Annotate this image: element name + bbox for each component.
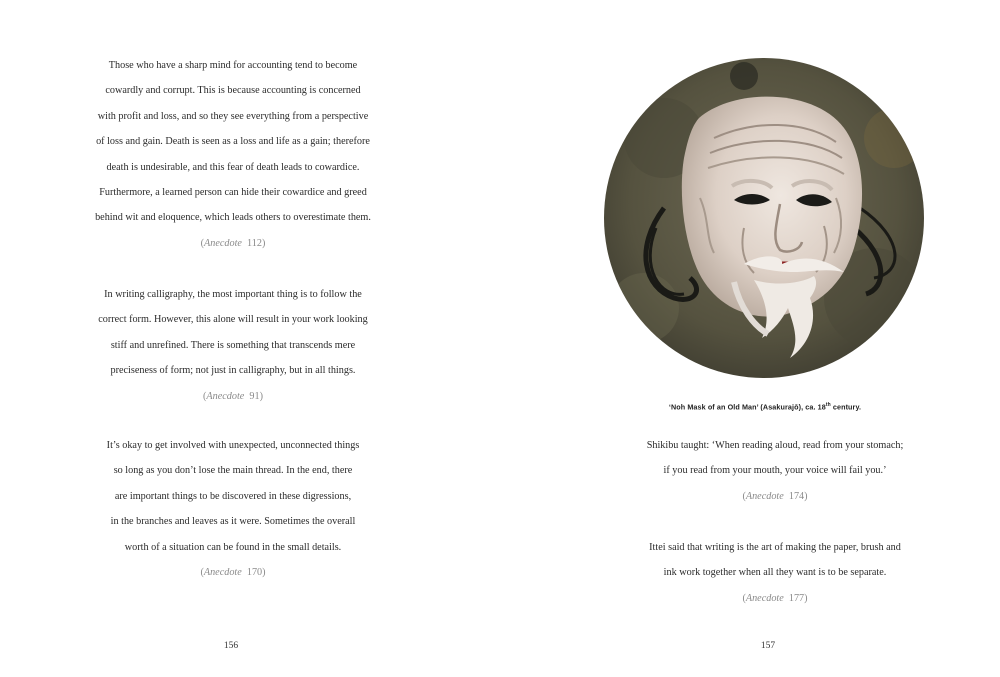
right-page [500, 0, 1000, 677]
quote-line: so long as you don’t lose the main thread. In the end, there [113, 465, 353, 477]
quote-line: preciseness of form; not just in calligraphy, but in all things. [110, 365, 356, 377]
anecdote-citation: (Anecdote 170) [200, 567, 266, 579]
quote-line: Ittei said that writing is the art of making the paper, brush and [649, 542, 901, 553]
quote-line: worth of a situation can be found in the small details. [124, 541, 342, 553]
quote-block-5 [625, 535, 925, 611]
quote-block-4 [625, 433, 925, 509]
quote-line: correct form. However, this alone will result in your work looking [98, 314, 368, 326]
anecdote-citation: (Anecdote 177) [742, 592, 808, 604]
quote-line: ink work together when all they want is to be separate. [663, 567, 887, 579]
quote-text [88, 282, 378, 384]
quote-line: if you read from your mouth, your voice will fail you.’ [663, 465, 887, 477]
anecdote-citation: (Anecdote 112) [200, 237, 266, 249]
quote-line: Shikibu taught: ‘When reading aloud, read from your stomach; [646, 440, 904, 451]
quote-line: Furthermore, a learned person can hide their cowardice and greed [99, 187, 367, 199]
page-number: 156 [223, 641, 239, 651]
figure-caption: ‘Noh Mask of an Old Man’ (Asakurajō), ca. 18th century. [668, 402, 862, 412]
quote-line: death is undesirable, and this fear of death leads to cowardice. [106, 161, 360, 173]
quote-line: cowardly and corrupt. This is because accounting is concerned [105, 85, 361, 97]
quote-text [88, 433, 378, 560]
quote-text [625, 535, 925, 586]
quote-line: behind wit and eloquence, which leads others to overestimate them. [95, 212, 371, 224]
quote-line: with profit and loss, and so they see everything from a perspective [97, 110, 369, 122]
quote-text [88, 53, 378, 231]
quote-block-1 [88, 53, 378, 256]
anecdote-citation: (Anecdote 174) [742, 490, 808, 502]
quote-block-3 [88, 433, 378, 585]
quote-text [625, 433, 925, 484]
quote-line: Those who have a sharp mind for accounting tend to become [108, 60, 358, 71]
anecdote-citation: (Anecdote 91) [203, 390, 263, 402]
quote-line: In writing calligraphy, the most important thing is to follow the [104, 289, 362, 300]
noh-mask-image [604, 58, 924, 378]
quote-line: stiff and unrefined. There is something that transcends mere [110, 339, 356, 351]
quote-line: of loss and gain. Death is seen as a loss and life as a gain; therefore [96, 136, 370, 148]
quote-block-2 [88, 282, 378, 409]
quote-line: are important things to be discovered in these digressions, [114, 490, 352, 502]
page-number: 157 [760, 641, 776, 651]
quote-line: It’s okay to get involved with unexpected, unconnected things [106, 440, 360, 451]
noh-mask-icon [604, 58, 924, 378]
quote-line: in the branches and leaves as it were. Sometimes the overall [110, 516, 356, 528]
